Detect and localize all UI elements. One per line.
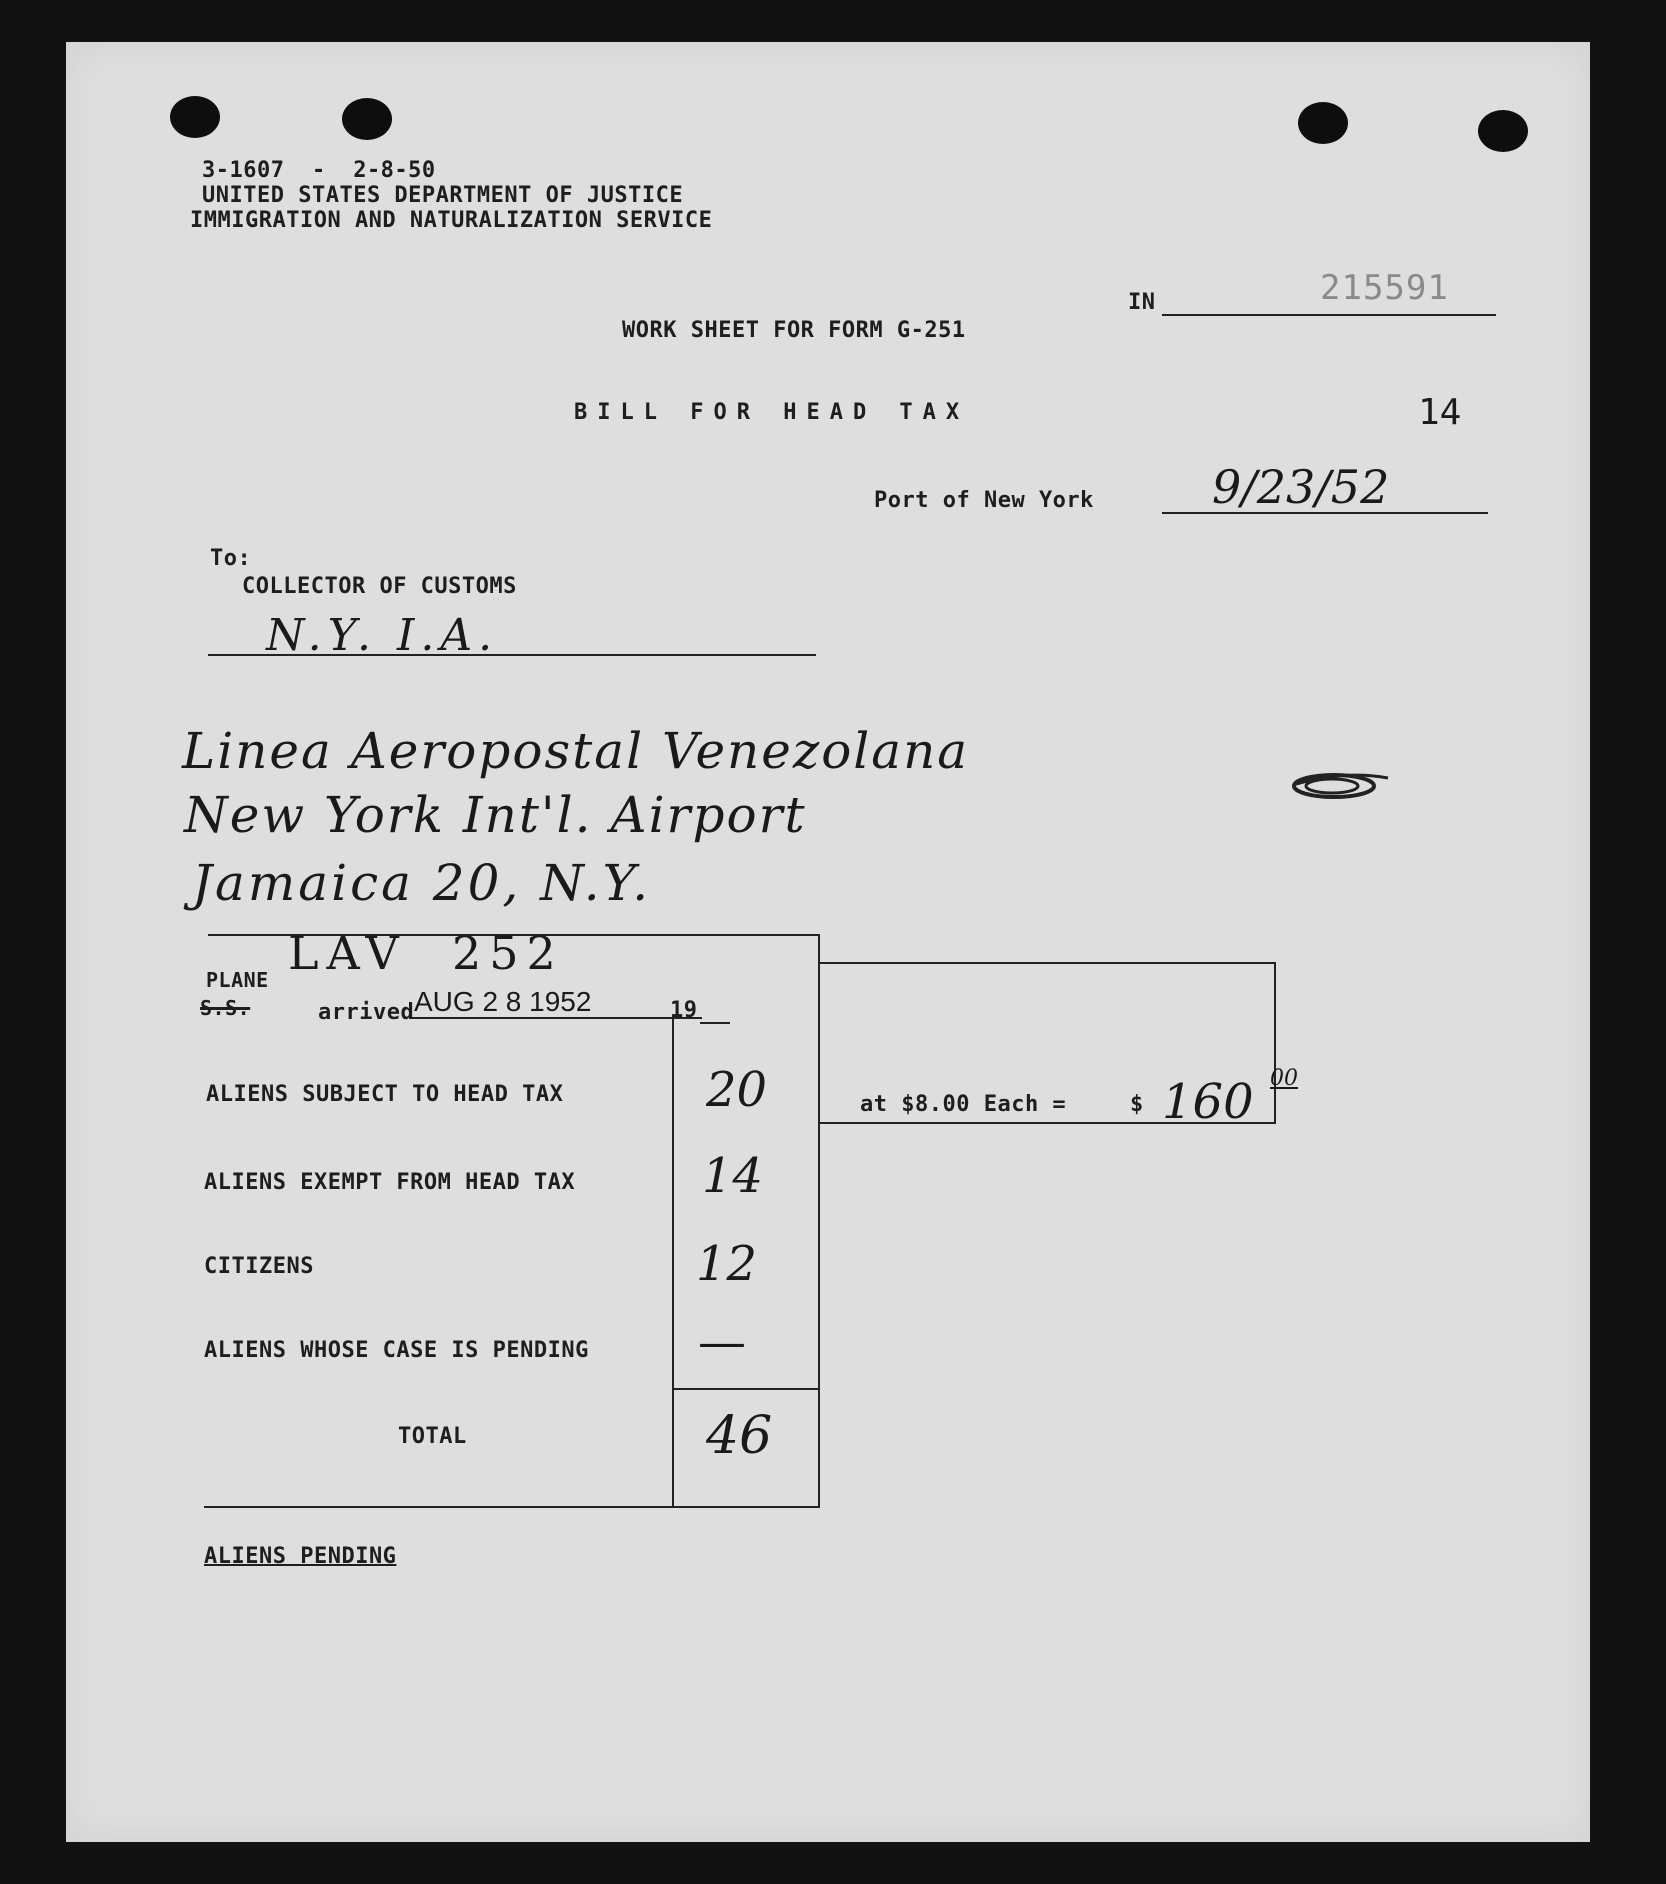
in-label: IN [1128,290,1156,315]
aliens-pending-heading: ALIENS PENDING [204,1544,397,1569]
punch-hole-2 [342,98,392,140]
port-label: Port of New York [874,488,1094,513]
table-right-border [818,934,820,1508]
port-date-line [1162,512,1488,514]
total-separator-line [674,1388,820,1390]
service-name: IMMIGRATION AND NATURALIZATION SERVICE [190,208,713,233]
row-label-subject: ALIENS SUBJECT TO HEAD TAX [206,1082,564,1107]
punch-hole-4 [1478,110,1528,152]
to-label: To: [210,546,252,571]
sheet-number: 14 [1418,392,1462,433]
worksheet-title: WORK SHEET FOR FORM G-251 [622,318,966,343]
row-value-subject: 20 [706,1062,768,1118]
row-value-citizens: 12 [696,1236,758,1292]
row-label-citizens: CITIZENS [204,1254,314,1279]
amount-cents: 00 [1270,1066,1298,1091]
form-code: 3-1607 - 2-8-50 [202,158,436,183]
carrier-flight: LAV 252 [288,926,564,980]
year-underline [700,1022,730,1024]
arrived-stamp: AUG 2 8 1952 [414,986,592,1017]
punch-hole-1 [170,96,220,138]
values-left-border [672,1019,674,1508]
row-value-exempt: 14 [702,1148,764,1204]
plane-label: PLANE [206,968,269,992]
arrived-label: arrived [318,1000,415,1025]
port-date: 9/23/52 [1212,460,1390,514]
document-page [66,42,1590,1842]
row-label-exempt: ALIENS EXEMPT FROM HEAD TAX [204,1170,576,1195]
in-number-line [1162,314,1496,316]
punch-hole-3 [1298,102,1348,144]
rate-text: at $8.00 Each = [860,1092,1067,1117]
rate-box-top [820,962,1276,964]
total-value: 46 [706,1406,773,1466]
collector-location: N.Y. I.A. [266,610,499,661]
ink-scribble [1286,770,1390,800]
total-label: TOTAL [398,1424,467,1449]
row-label-pending: ALIENS WHOSE CASE IS PENDING [204,1338,589,1363]
collector-label: COLLECTOR OF CUSTOMS [242,574,517,599]
collector-line [208,654,816,656]
department-name: UNITED STATES DEPARTMENT OF JUSTICE [202,183,684,208]
address-line-1: Linea Aeropostal Venezolana [182,722,970,780]
amount-value: 160 [1162,1074,1254,1130]
dollar-sign: $ [1130,1092,1144,1117]
ss-struck: S.S. [200,996,251,1020]
rate-box-right [1274,962,1276,1122]
address-line-2: New York Int'l. Airport [184,786,807,844]
table-bottom-line [204,1506,820,1508]
year-prefix: 19 [670,998,698,1023]
row-value-pending: — [698,1314,746,1370]
bill-title: BILL FOR HEAD TAX [574,400,970,425]
in-number: 215591 [1320,268,1449,308]
address-line-3: Jamaica 20, N.Y. [192,854,652,912]
